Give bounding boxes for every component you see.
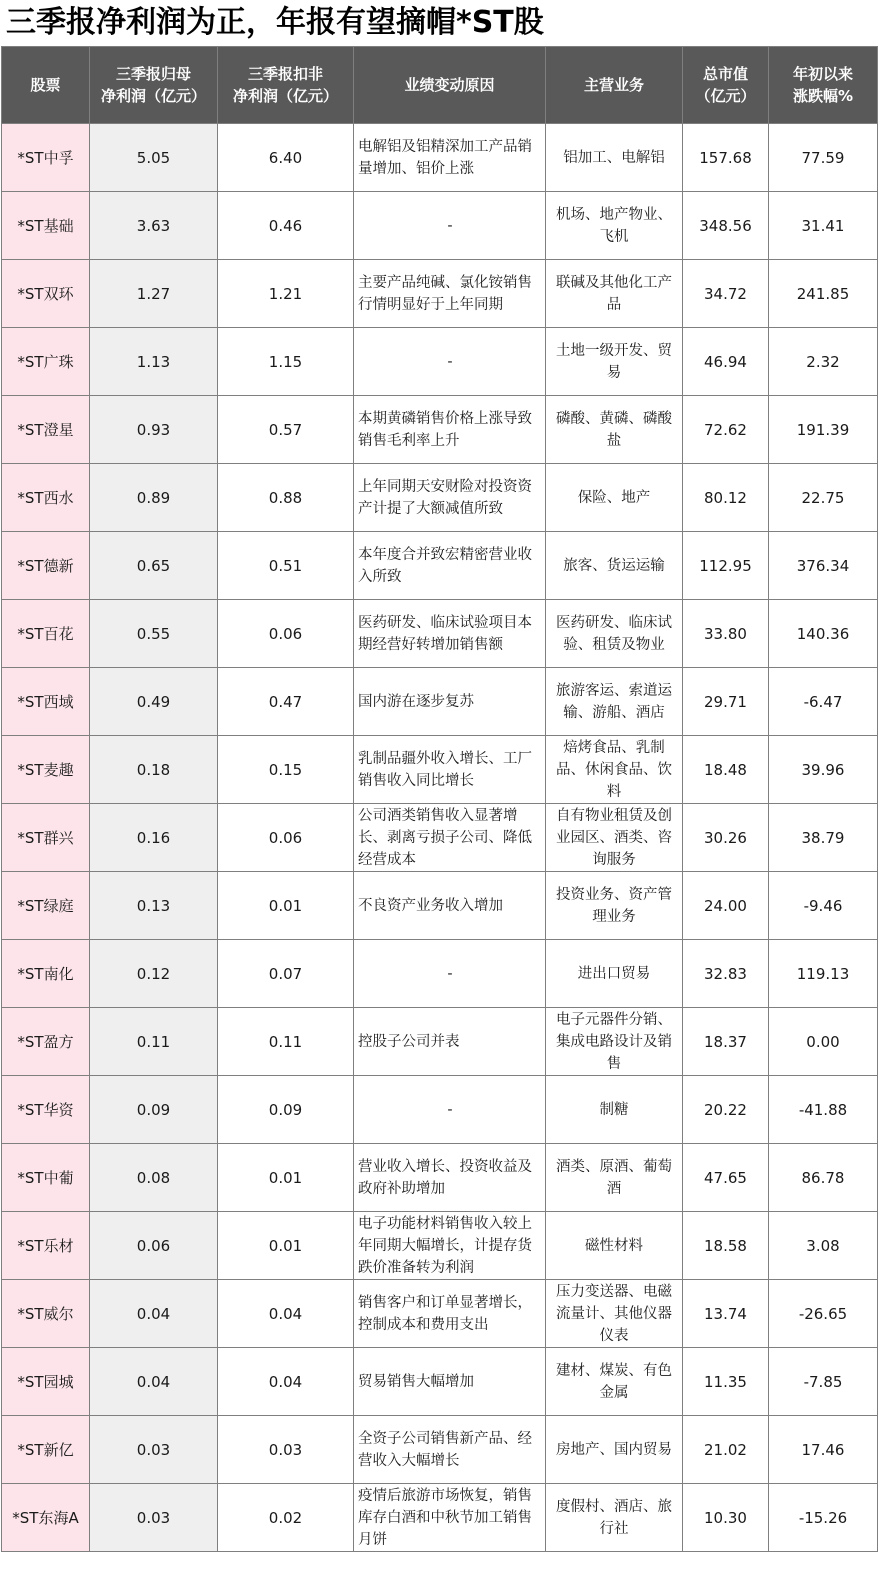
cell-ytd-change: 119.13 [769, 940, 878, 1008]
cell-net-profit: 0.55 [90, 600, 218, 668]
cell-stock: *ST西水 [2, 464, 90, 532]
cell-business: 土地一级开发、贸易 [546, 328, 683, 396]
table-header-row [2, 47, 878, 124]
cell-market-cap: 80.12 [683, 464, 769, 532]
cell-business: 投资业务、资产管理业务 [546, 872, 683, 940]
cell-business: 铝加工、电解铝 [546, 124, 683, 192]
table-row [2, 668, 878, 736]
cell-net-profit-excl: 0.57 [218, 396, 354, 464]
cell-business: 机场、地产物业、飞机 [546, 192, 683, 260]
header-ytd-change-line1: 年初以来 [792, 65, 853, 83]
cell-ytd-change: 22.75 [769, 464, 878, 532]
table-row [2, 736, 878, 804]
cell-market-cap: 46.94 [683, 328, 769, 396]
cell-net-profit-excl: 0.04 [218, 1280, 354, 1348]
header-market-cap [683, 47, 769, 124]
cell-stock: *ST新亿 [2, 1416, 90, 1484]
table-row [2, 1280, 878, 1348]
table-row [2, 1348, 878, 1416]
table-row [2, 192, 878, 260]
table-row [2, 600, 878, 668]
cell-stock: *ST乐材 [2, 1212, 90, 1280]
header-market-cap-line1: 总市值 [702, 65, 748, 83]
cell-net-profit-excl: 1.15 [218, 328, 354, 396]
cell-net-profit: 5.05 [90, 124, 218, 192]
cell-ytd-change: 241.85 [769, 260, 878, 328]
cell-business: 度假村、酒店、旅行社 [546, 1484, 683, 1552]
cell-reason: 不良资产业务收入增加 [354, 872, 546, 940]
header-ytd-change-line2: 涨跌幅% [792, 87, 854, 105]
header-net-profit-excl [218, 47, 354, 124]
cell-market-cap: 157.68 [683, 124, 769, 192]
cell-net-profit-excl: 0.07 [218, 940, 354, 1008]
cell-net-profit-excl: 0.46 [218, 192, 354, 260]
table-row [2, 260, 878, 328]
cell-reason: - [354, 940, 546, 1008]
cell-reason: 乳制品疆外收入增长、工厂销售收入同比增长 [354, 736, 546, 804]
header-net-profit-line1: 三季报归母 [115, 65, 191, 83]
cell-stock: *ST绿庭 [2, 872, 90, 940]
cell-net-profit-excl: 0.51 [218, 532, 354, 600]
table-row [2, 464, 878, 532]
cell-net-profit: 3.63 [90, 192, 218, 260]
cell-business: 保险、地产 [546, 464, 683, 532]
cell-net-profit-excl: 6.40 [218, 124, 354, 192]
cell-market-cap: 18.48 [683, 736, 769, 804]
cell-net-profit-excl: 0.01 [218, 872, 354, 940]
cell-stock: *ST园城 [2, 1348, 90, 1416]
table-row [2, 328, 878, 396]
table-row [2, 1416, 878, 1484]
cell-reason: 本期黄磷销售价格上涨导致销售毛利率上升 [354, 396, 546, 464]
cell-reason: - [354, 192, 546, 260]
cell-reason: - [354, 328, 546, 396]
cell-business: 焙烤食品、乳制品、休闲食品、饮料 [546, 736, 683, 804]
cell-business: 压力变送器、电磁流量计、其他仪器仪表 [546, 1280, 683, 1348]
cell-stock: *ST威尔 [2, 1280, 90, 1348]
table-row [2, 1008, 878, 1076]
header-market-cap-line2: （亿元） [695, 87, 756, 105]
cell-market-cap: 33.80 [683, 600, 769, 668]
cell-business: 磷酸、黄磷、磷酸盐 [546, 396, 683, 464]
cell-net-profit: 0.89 [90, 464, 218, 532]
cell-ytd-change: 191.39 [769, 396, 878, 464]
page-title: 三季报净利润为正，年报有望摘帽*ST股 [6, 5, 544, 40]
header-net-profit-excl-line2: 净利润（亿元） [232, 87, 338, 105]
cell-net-profit: 0.18 [90, 736, 218, 804]
cell-business: 磁性材料 [546, 1212, 683, 1280]
cell-market-cap: 47.65 [683, 1144, 769, 1212]
cell-ytd-change: -26.65 [769, 1280, 878, 1348]
cell-reason: 营业收入增长、投资收益及政府补助增加 [354, 1144, 546, 1212]
cell-business: 进出口贸易 [546, 940, 683, 1008]
cell-reason: 国内游在逐步复苏 [354, 668, 546, 736]
cell-business: 自有物业租赁及创业园区、酒类、咨询服务 [546, 804, 683, 872]
cell-ytd-change: -6.47 [769, 668, 878, 736]
cell-market-cap: 21.02 [683, 1416, 769, 1484]
cell-business: 联碱及其他化工产品 [546, 260, 683, 328]
table-row [2, 1076, 878, 1144]
cell-reason: 本年度合并致宏精密营业收入所致 [354, 532, 546, 600]
cell-market-cap: 20.22 [683, 1076, 769, 1144]
cell-net-profit: 0.16 [90, 804, 218, 872]
cell-reason: 公司酒类销售收入显著增长、剥离亏损子公司、降低经营成本 [354, 804, 546, 872]
cell-business: 旅游客运、索道运输、游船、酒店 [546, 668, 683, 736]
cell-net-profit: 0.11 [90, 1008, 218, 1076]
cell-stock: *ST中孚 [2, 124, 90, 192]
cell-ytd-change: 39.96 [769, 736, 878, 804]
cell-net-profit-excl: 0.03 [218, 1416, 354, 1484]
cell-business: 酒类、原酒、葡萄酒 [546, 1144, 683, 1212]
cell-net-profit-excl: 0.88 [218, 464, 354, 532]
cell-market-cap: 30.26 [683, 804, 769, 872]
cell-ytd-change: 38.79 [769, 804, 878, 872]
cell-business: 电子元器件分销、集成电路设计及销售 [546, 1008, 683, 1076]
table-row [2, 804, 878, 872]
cell-net-profit: 0.09 [90, 1076, 218, 1144]
cell-net-profit: 0.04 [90, 1348, 218, 1416]
cell-net-profit-excl: 0.02 [218, 1484, 354, 1552]
cell-net-profit: 0.12 [90, 940, 218, 1008]
cell-net-profit: 0.04 [90, 1280, 218, 1348]
cell-business: 医药研发、临床试验、租赁及物业 [546, 600, 683, 668]
cell-ytd-change: 376.34 [769, 532, 878, 600]
cell-net-profit-excl: 1.21 [218, 260, 354, 328]
cell-reason: 医药研发、临床试验项目本期经营好转增加销售额 [354, 600, 546, 668]
table-row [2, 396, 878, 464]
cell-reason: 主要产品纯碱、氯化铵销售行情明显好于上年同期 [354, 260, 546, 328]
cell-ytd-change: -7.85 [769, 1348, 878, 1416]
cell-stock: *ST双环 [2, 260, 90, 328]
cell-net-profit: 0.93 [90, 396, 218, 464]
cell-net-profit-excl: 0.06 [218, 600, 354, 668]
cell-reason: 电子功能材料销售收入较上年同期大幅增长，计提存货跌价准备转为利润 [354, 1212, 546, 1280]
cell-market-cap: 18.58 [683, 1212, 769, 1280]
cell-market-cap: 34.72 [683, 260, 769, 328]
header-net-profit [90, 47, 218, 124]
cell-stock: *ST麦趣 [2, 736, 90, 804]
cell-market-cap: 24.00 [683, 872, 769, 940]
header-ytd-change [769, 47, 878, 124]
st-stock-table [1, 46, 878, 1552]
cell-net-profit-excl: 0.09 [218, 1076, 354, 1144]
header-reason: 业绩变动原因 [354, 47, 546, 124]
cell-market-cap: 112.95 [683, 532, 769, 600]
table-row [2, 124, 878, 192]
cell-market-cap: 18.37 [683, 1008, 769, 1076]
cell-reason: 上年同期天安财险对投资资产计提了大额减值所致 [354, 464, 546, 532]
cell-net-profit-excl: 0.04 [218, 1348, 354, 1416]
header-business: 主营业务 [546, 47, 683, 124]
table-row [2, 1212, 878, 1280]
cell-net-profit: 0.03 [90, 1484, 218, 1552]
cell-reason: 贸易销售大幅增加 [354, 1348, 546, 1416]
cell-net-profit: 0.06 [90, 1212, 218, 1280]
cell-ytd-change: 0.00 [769, 1008, 878, 1076]
cell-net-profit-excl: 0.01 [218, 1212, 354, 1280]
cell-market-cap: 13.74 [683, 1280, 769, 1348]
cell-net-profit-excl: 0.11 [218, 1008, 354, 1076]
cell-ytd-change: 3.08 [769, 1212, 878, 1280]
table-row [2, 1144, 878, 1212]
cell-net-profit: 0.03 [90, 1416, 218, 1484]
cell-ytd-change: -41.88 [769, 1076, 878, 1144]
cell-ytd-change: 17.46 [769, 1416, 878, 1484]
cell-stock: *ST澄星 [2, 396, 90, 464]
cell-net-profit-excl: 0.06 [218, 804, 354, 872]
cell-stock: *ST西域 [2, 668, 90, 736]
table-row [2, 940, 878, 1008]
cell-stock: *ST东海A [2, 1484, 90, 1552]
cell-stock: *ST盈方 [2, 1008, 90, 1076]
header-net-profit-excl-line1: 三季报扣非 [247, 65, 323, 83]
cell-reason: 疫情后旅游市场恢复，销售库存白酒和中秋节加工销售月饼 [354, 1484, 546, 1552]
cell-business: 房地产、国内贸易 [546, 1416, 683, 1484]
cell-stock: *ST中葡 [2, 1144, 90, 1212]
cell-business: 建材、煤炭、有色金属 [546, 1348, 683, 1416]
cell-net-profit: 1.27 [90, 260, 218, 328]
cell-ytd-change: 2.32 [769, 328, 878, 396]
cell-net-profit: 0.13 [90, 872, 218, 940]
cell-market-cap: 72.62 [683, 396, 769, 464]
cell-ytd-change: 31.41 [769, 192, 878, 260]
cell-reason: 电解铝及铝精深加工产品销量增加、铝价上涨 [354, 124, 546, 192]
cell-market-cap: 348.56 [683, 192, 769, 260]
cell-stock: *ST德新 [2, 532, 90, 600]
header-net-profit-line2: 净利润（亿元） [100, 87, 206, 105]
cell-business: 制糖 [546, 1076, 683, 1144]
cell-stock: *ST基础 [2, 192, 90, 260]
cell-market-cap: 29.71 [683, 668, 769, 736]
cell-ytd-change: 140.36 [769, 600, 878, 668]
table-row [2, 1484, 878, 1552]
cell-net-profit-excl: 0.47 [218, 668, 354, 736]
table-row [2, 532, 878, 600]
cell-business: 旅客、货运运输 [546, 532, 683, 600]
cell-reason: 全资子公司销售新产品、经营收入大幅增长 [354, 1416, 546, 1484]
cell-net-profit-excl: 0.01 [218, 1144, 354, 1212]
header-stock: 股票 [2, 47, 90, 124]
cell-stock: *ST南化 [2, 940, 90, 1008]
cell-ytd-change: 86.78 [769, 1144, 878, 1212]
cell-stock: *ST华资 [2, 1076, 90, 1144]
cell-ytd-change: -15.26 [769, 1484, 878, 1552]
cell-net-profit-excl: 0.15 [218, 736, 354, 804]
cell-reason: - [354, 1076, 546, 1144]
cell-reason: 销售客户和订单显著增长，控制成本和费用支出 [354, 1280, 546, 1348]
cell-net-profit: 0.49 [90, 668, 218, 736]
cell-stock: *ST群兴 [2, 804, 90, 872]
cell-ytd-change: -9.46 [769, 872, 878, 940]
cell-stock: *ST广珠 [2, 328, 90, 396]
cell-reason: 控股子公司并表 [354, 1008, 546, 1076]
cell-market-cap: 10.30 [683, 1484, 769, 1552]
table-row [2, 872, 878, 940]
cell-net-profit: 1.13 [90, 328, 218, 396]
cell-ytd-change: 77.59 [769, 124, 878, 192]
cell-net-profit: 0.08 [90, 1144, 218, 1212]
cell-net-profit: 0.65 [90, 532, 218, 600]
cell-market-cap: 32.83 [683, 940, 769, 1008]
cell-market-cap: 11.35 [683, 1348, 769, 1416]
cell-stock: *ST百花 [2, 600, 90, 668]
